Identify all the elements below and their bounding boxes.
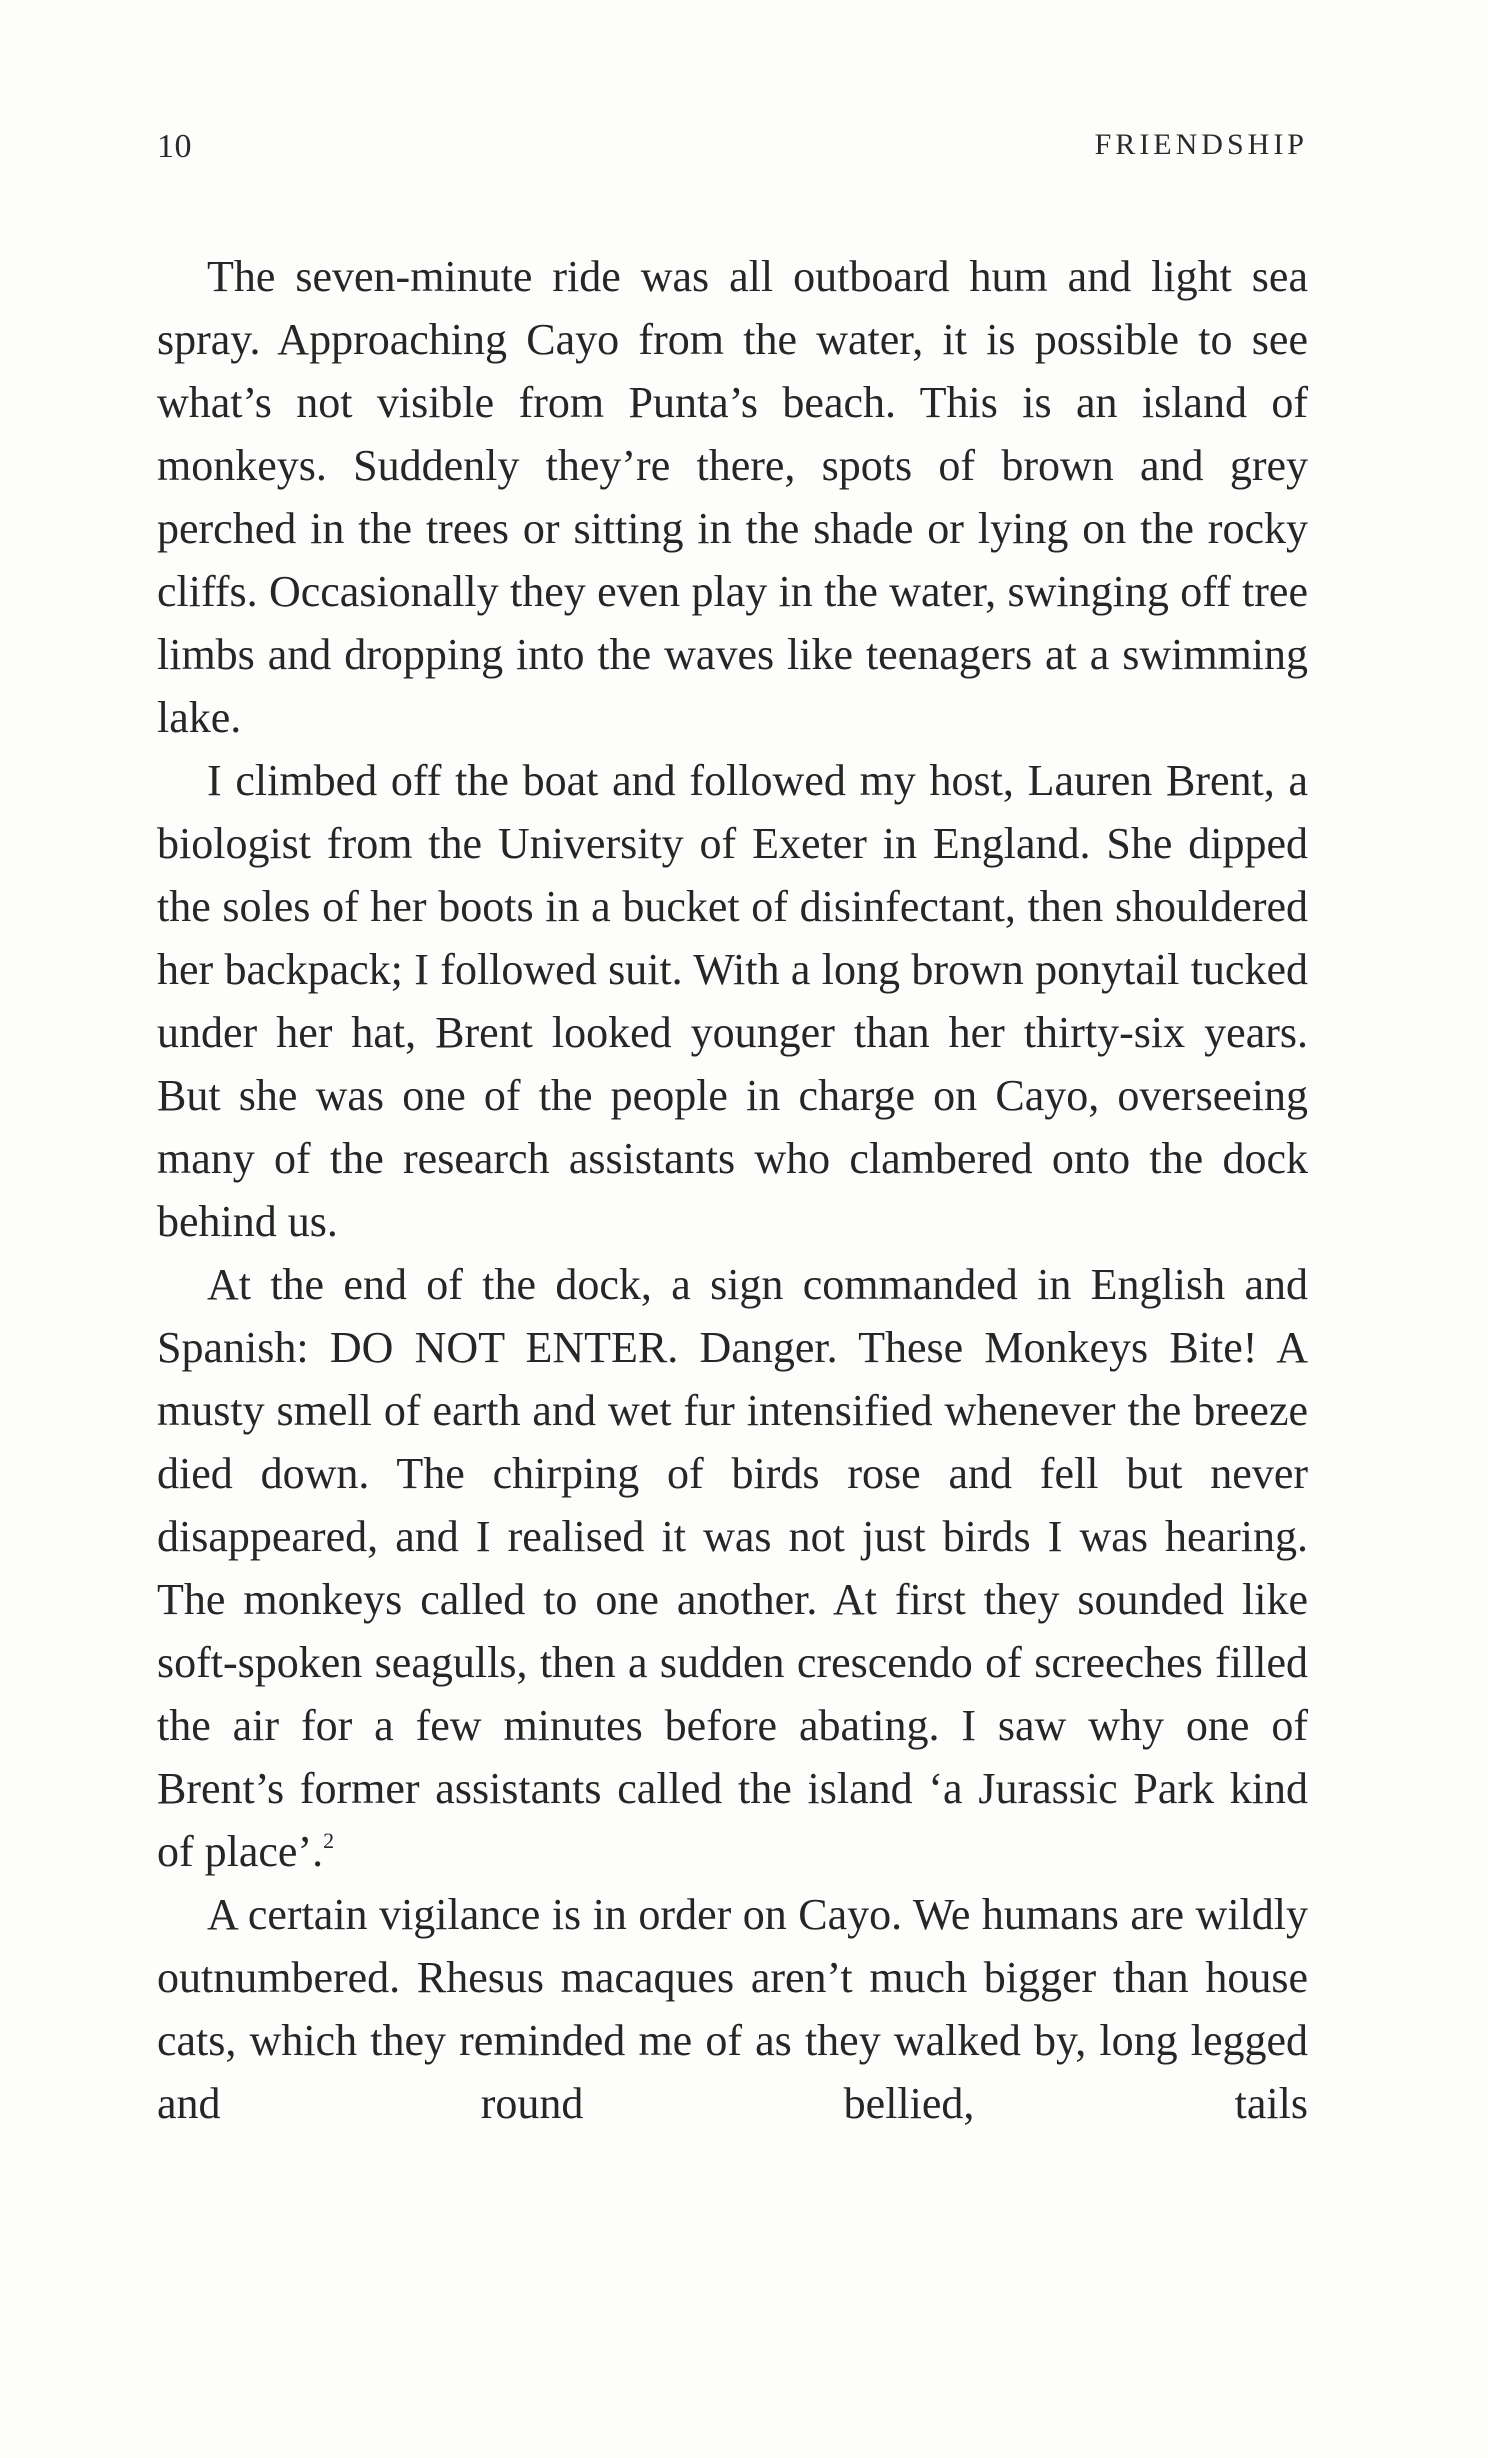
page-number: 10 xyxy=(157,128,192,165)
body-text xyxy=(157,245,1308,2135)
paragraph-3-text: At the end of the dock, a sign commanded in English and Spanish: DO NOT ENTER. Danger. These Monkeys Bite! A musty smell of earth and wet fur intensified whenever the breeze died down. The chirping of birds rose and fell but never disappeared, and I realised it was not just birds I was hearing. The monkeys called to one another. At first they sounded like soft-spoken seagulls, then a sudden crescendo of screeches filled the air for a few minutes before abating. I saw why one of Brent’s former assistants called the island ‘a Jurassic Park kind of place’. xyxy=(157,1260,1308,1876)
paragraph-2: I climbed off the boat and followed my host, Lauren Brent, a biologist from the University of Exeter in England. She dipped the soles of her boots in a bucket of disinfectant, then shouldered her backpack; I followed suit. With a long brown ponytail tucked under her hat, Brent looked younger than her thirty-six years. But she was one of the people in charge on Cayo, overseeing many of the research assistants who clambered onto the dock behind us. xyxy=(157,756,1308,1246)
paragraph-3 xyxy=(157,1253,1308,1883)
paragraph-1: The seven-minute ride was all outboard hum and light sea spray. Approaching Cayo from the water, it is possible to see what’s not visible from Punta’s beach. This is an island of monkeys. Suddenly they’re there, spots of brown and grey perched in the trees or sitting in the shade or lying on the rocky cliffs. Occasionally they even play in the water, swinging off tree limbs and dropping into the waves like teenagers at a swimming lake. xyxy=(157,252,1308,742)
paragraph-4: A certain vigilance is in order on Cayo. We humans are wildly outnumbered. Rhesus macaques aren’t much bigger than house cats, which they reminded me of as they walked by, long legged and round bellied, tails xyxy=(157,1890,1308,2128)
running-head: FRIENDSHIP xyxy=(1094,128,1308,161)
page-header xyxy=(157,128,1308,178)
footnote-reference: 2 xyxy=(323,1828,335,1853)
